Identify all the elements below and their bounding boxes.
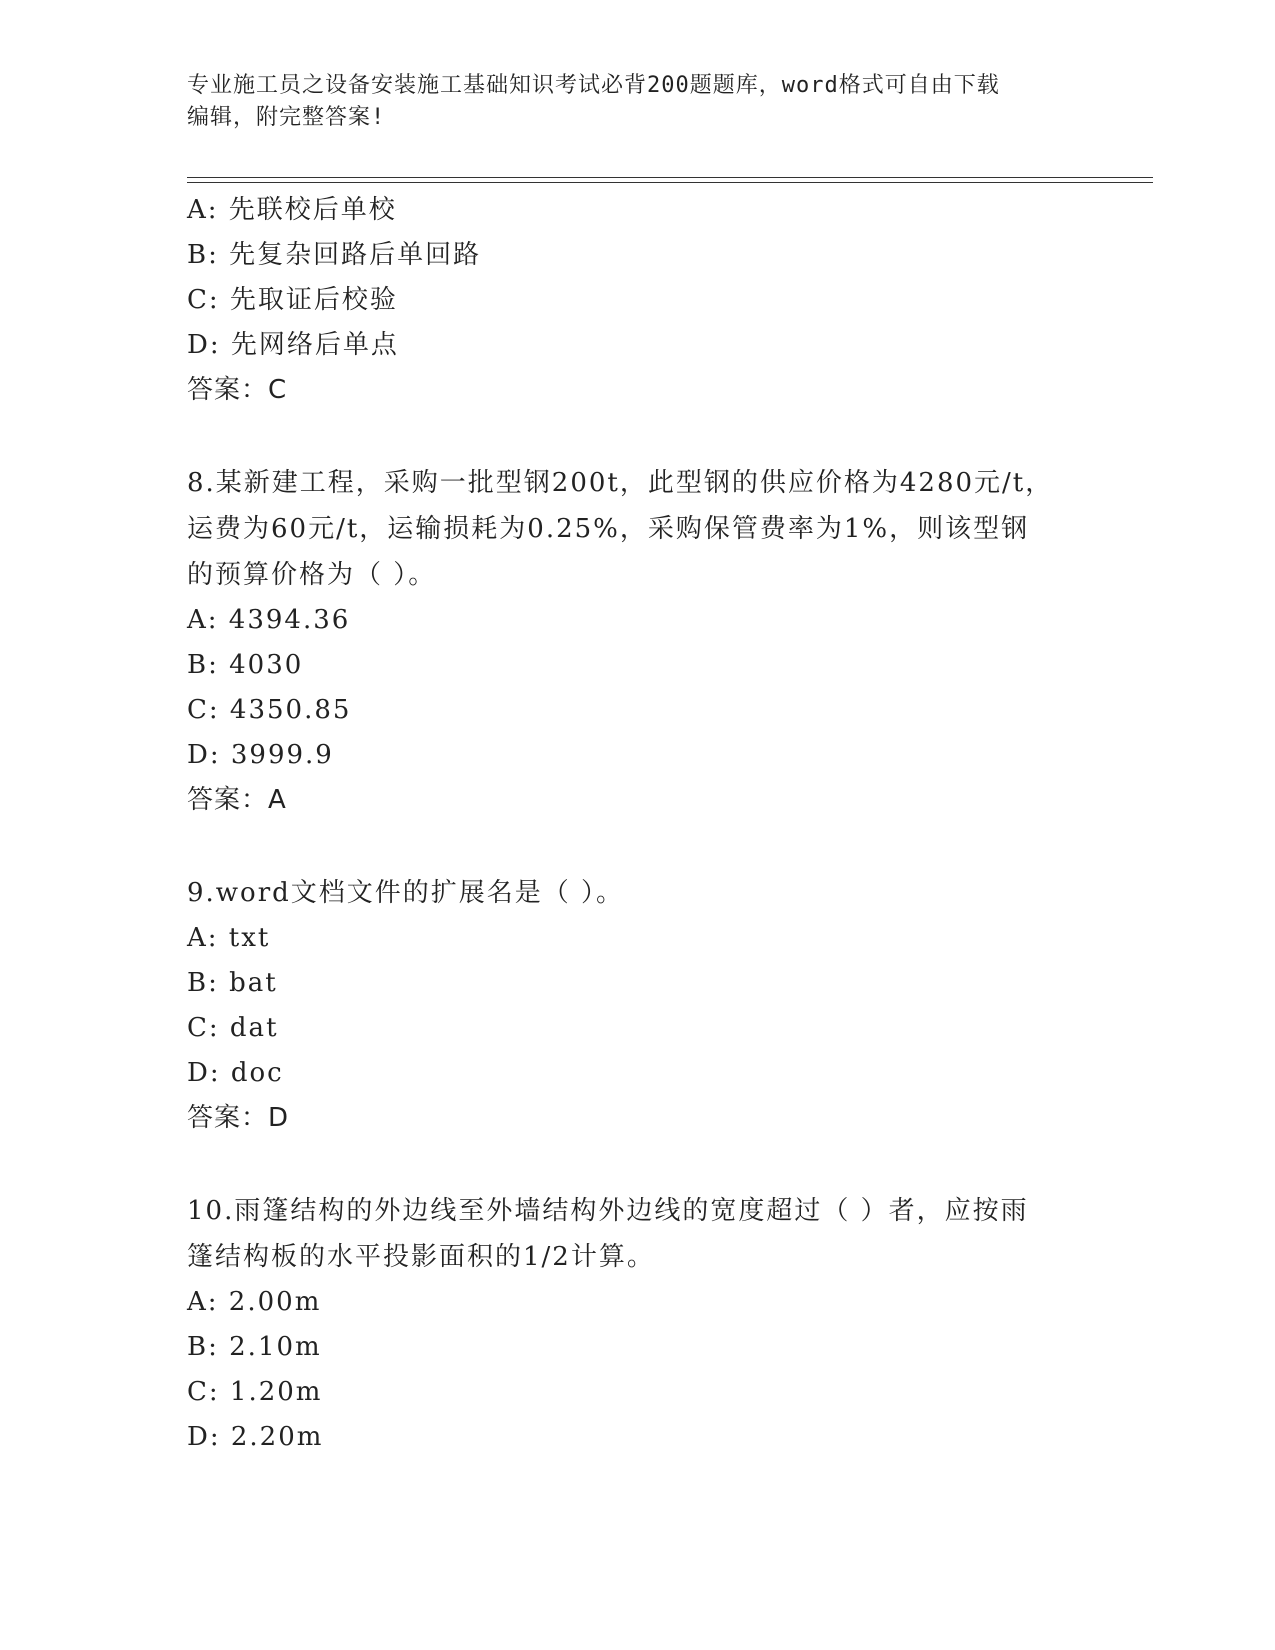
option-b: B: 先复杂回路后单回路 <box>187 240 482 270</box>
question-7-block <box>187 188 1087 413</box>
option-c: C: 1.20m <box>187 1377 323 1407</box>
option-a: A: 先联校后单校 <box>187 195 397 225</box>
option-d: D: 2.20m <box>187 1422 324 1452</box>
header-divider-bottom <box>187 182 1153 183</box>
question-text-line: 运费为60元/t，运输损耗为0.25%，采购保管费率为1%，则该型钢 <box>187 514 1030 544</box>
question-text <box>187 1188 1067 1280</box>
header-title-line-2: 编辑，附完整答案! <box>187 105 386 130</box>
question-list <box>187 188 1087 1460</box>
question-text-line: 篷结构板的水平投影面积的1/2计算。 <box>187 1242 655 1272</box>
answer-line: 答案：C <box>187 375 288 405</box>
header-title-line-1: 专业施工员之设备安装施工基础知识考试必背200题题库，word格式可自由下载 <box>187 73 1000 98</box>
answer-line: 答案：D <box>187 1103 290 1133</box>
answer-line: 答案：A <box>187 785 287 815</box>
option-c: C: dat <box>187 1013 279 1043</box>
option-c: C: 4350.85 <box>187 695 352 725</box>
question-10-block <box>187 1188 1087 1460</box>
question-text-line: 10.雨篷结构的外边线至外墙结构外边线的宽度超过（ ）者，应按雨 <box>187 1196 1029 1226</box>
option-d: D: 先网络后单点 <box>187 330 399 360</box>
option-a: A: 2.00m <box>187 1287 322 1317</box>
question-text <box>187 460 1067 598</box>
option-b: B: 2.10m <box>187 1332 322 1362</box>
option-b: B: bat <box>187 968 278 998</box>
option-b: B: 4030 <box>187 650 304 680</box>
option-a: A: 4394.36 <box>187 605 351 635</box>
question-text-line: 的预算价格为（ ）。 <box>187 560 437 590</box>
question-9-block <box>187 870 1087 1141</box>
document-header <box>187 70 1067 134</box>
option-c: C: 先取证后校验 <box>187 285 398 315</box>
header-divider-top <box>187 177 1153 178</box>
question-text-line: 9.word文档文件的扩展名是（ ）。 <box>187 878 625 908</box>
option-d: D: 3999.9 <box>187 740 334 770</box>
question-text <box>187 870 1067 916</box>
option-a: A: txt <box>187 923 271 953</box>
question-8-block <box>187 460 1087 823</box>
question-text-line: 8.某新建工程，采购一批型钢200t，此型钢的供应价格为4280元/t， <box>187 468 1054 498</box>
option-d: D: doc <box>187 1058 284 1088</box>
